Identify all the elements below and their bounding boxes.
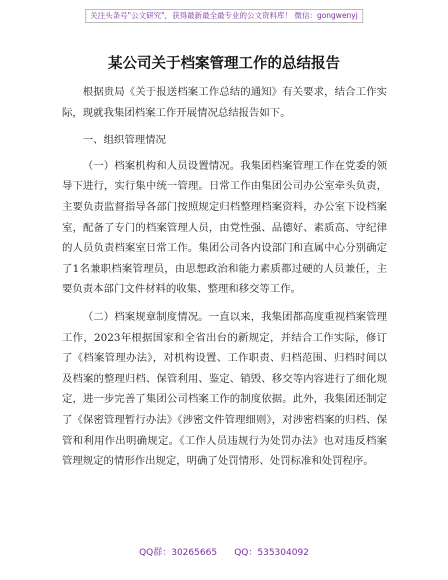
document-body bbox=[62, 82, 387, 479]
body-paragraph: （二）档案规章制度情况。一直以来，我集团都高度重视档案管理工作，2023年根据国家和全省出台的新规定，并结合工作实际，修订了《档案管理办法》，对机构设置、工作职责、归档范围、归档时间以及档案的整理归档、保管利用、鉴定、销毁、移交等内容进行了细化规定，进一步完善了集团公司档案工作的制度依据。此外，我集团还制定了《保密管理暂行办法》《涉密文件管理细则》，对涉密档案的归档、保管和利用作出明确规定。《工作人员违规行为处罚办法》也对违反档案管理规定的情形作出规定，明确了处罚情形、处罚标准和处罚程序。 bbox=[62, 310, 387, 468]
section-heading: 一、组织管理情况 bbox=[82, 134, 166, 147]
intro-paragraph: 根据贵局《关于报送档案工作总结的通知》有关要求，结合工作实际，现就我集团档案工作开展情况总结报告如下。 bbox=[62, 86, 387, 119]
contact-footer: QQ群：30265665 QQ：535304092 bbox=[139, 548, 309, 558]
promo-banner: 关注头条号"公文研究"，获得最新最全最专业的公文资料库！ 微信：gongwenyj bbox=[85, 9, 363, 23]
document-title: 某公司关于档案管理工作的总结报告 bbox=[108, 56, 340, 72]
body-paragraph: （一）档案机构和人员设置情况。我集团档案管理工作在党委的领导下进行，实行集中统一管理。日常工作由集团公司办公室牵头负责，主要负责监督指导各部门按照规定归档整理档案资料，办公室下设档案室，配备了专门的档案管理人员，由党性强、品德好、素质高、守纪律的人员负责档案室日常工作。集团公司各内设部门和直属中心分别确定了1名兼职档案管理员，由思想政治和能力素质都过硬的人员兼任，主要负责本部门文件材料的收集、整理和移交等工作。 bbox=[62, 159, 387, 296]
